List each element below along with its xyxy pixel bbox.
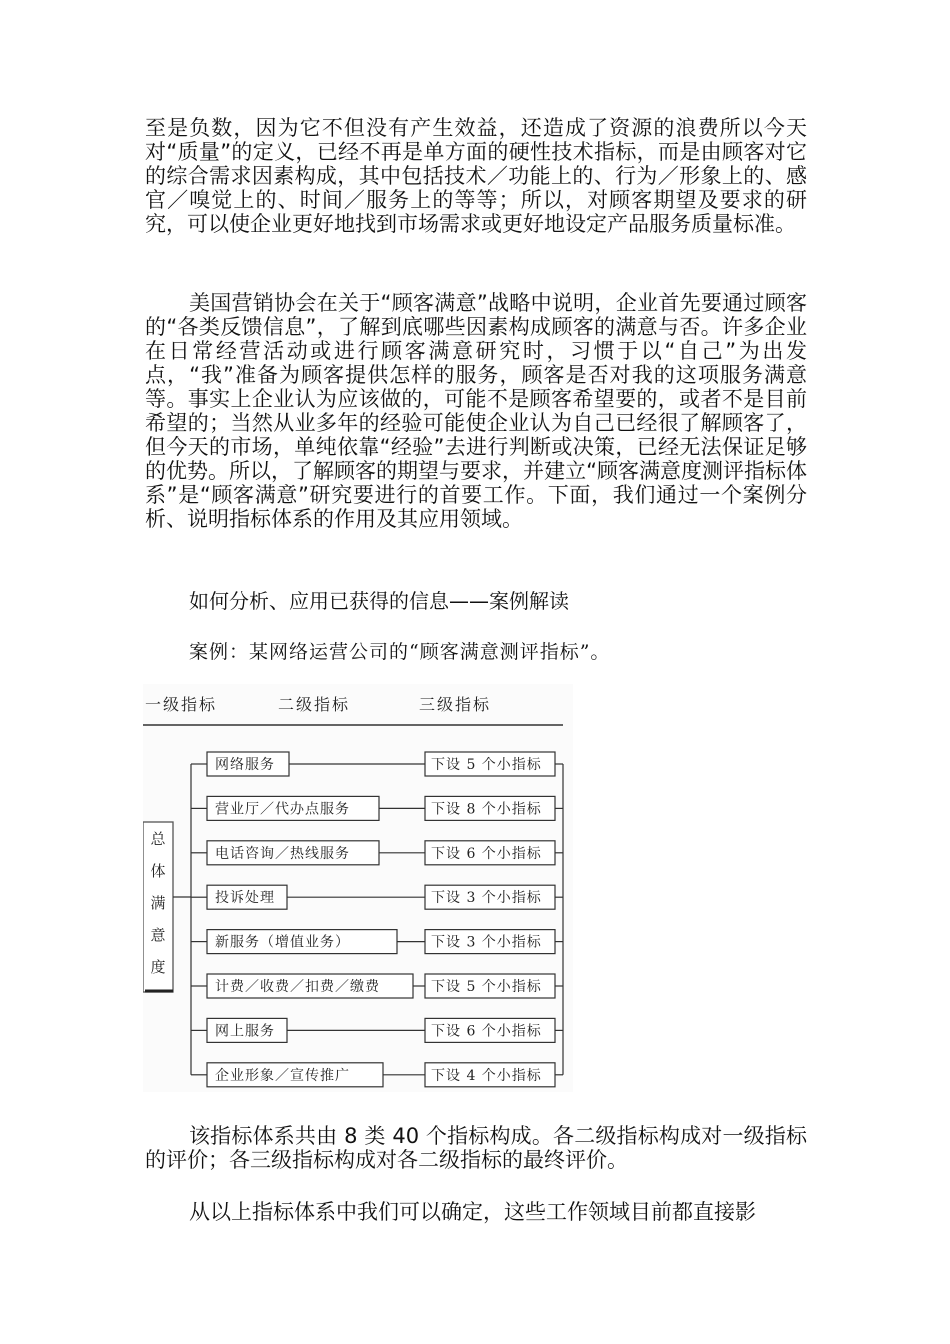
level2-label: 投诉处理 — [215, 890, 275, 907]
section-heading: 如何分析、应用已获得的信息——案例解读 — [189, 589, 569, 613]
paragraph-quality-definition: 至是负数，因为它不但没有产生效益，还造成了资源的浪费所以今天对“质量”的定义，已经不再是单方面的硬性技术指标，而是由顾客对它的综合需求因素构成，其中包括技术／功能上的、行为／形象上的、感官／嗅觉上的、时间／服务上的等等；所以，对顾客期望及要求的研究，可以使企业更好地找到市场需求或更好地设定产品服务质量标准。 — [145, 116, 807, 236]
case-caption: 案例：某网络运营公司的“顾客满意测评指标”。 — [189, 641, 611, 663]
paragraph-indicator-summary: 该指标体系共由 8 类 40 个指标构成。各二级指标构成对一级指标的评价；各三级指标构成对各二级指标的最终评价。 — [145, 1124, 807, 1172]
paragraph-customer-satisfaction-strategy: 美国营销协会在关于“顾客满意”战略中说明，企业首先要通过顾客的“各类反馈信息”，了解到底哪些因素构成顾客的满意与否。许多企业在日常经营活动或进行顾客满意研究时，习惯于以“自己”为出发点，“我”准备为顾客提供怎样的服务，顾客是否对我的这项服务满意等。事实上企业认为应该做的，可能不是顾客希望要的，或者不是目前希望的；当然从业多年的经验可能使企业认为自己已经很了解顾客了，但今天的市场，单纯依靠“经验”去进行判断或决策，已经无法保证足够的优势。所以，了解顾客的期望与要求，并建立“顾客满意度测评指标体系”是“顾客满意”研究要进行的首要工作。下面，我们通过一个案例分析、说明指标体系的作用及其应用领域。 — [145, 291, 807, 531]
column-header-level1: 一级指标 — [145, 695, 218, 714]
level3-label: 下设 3 个小指标 — [431, 890, 542, 907]
indicator-tree — [173, 752, 563, 1087]
root-label-char: 意 — [150, 926, 166, 944]
root-label-char: 度 — [150, 958, 166, 976]
column-header-level3: 三级指标 — [419, 695, 492, 714]
indicator-tree-svg — [143, 684, 573, 1092]
level3-label: 下设 6 个小指标 — [431, 1023, 542, 1040]
indicator-system-diagram — [143, 684, 573, 1092]
level3-label: 下设 8 个小指标 — [431, 801, 542, 818]
level3-label: 下设 6 个小指标 — [431, 845, 542, 862]
root-label-char: 体 — [150, 862, 166, 880]
level2-label: 营业厅／代办点服务 — [215, 801, 350, 818]
level2-label: 网络服务 — [215, 757, 275, 773]
level2-label: 新服务（增值业务） — [215, 934, 350, 951]
level2-label: 网上服务 — [215, 1023, 275, 1040]
level3-label: 下设 3 个小指标 — [431, 934, 542, 951]
level2-label: 企业形象／宣传推广 — [215, 1067, 350, 1084]
root-label-char: 总 — [150, 830, 166, 848]
level3-label: 下设 4 个小指标 — [431, 1067, 542, 1084]
level3-label: 下设 5 个小指标 — [431, 979, 542, 995]
column-header-level2: 二级指标 — [278, 695, 351, 714]
paragraph-work-areas: 从以上指标体系中我们可以确定，这些工作领域目前都直接影 — [189, 1200, 756, 1224]
level2-label: 电话咨询／热线服务 — [215, 845, 350, 862]
root-label-char: 满 — [150, 894, 166, 912]
level3-label: 下设 5 个小指标 — [431, 757, 542, 773]
level2-label: 计费／收费／扣费／缴费 — [215, 979, 380, 995]
